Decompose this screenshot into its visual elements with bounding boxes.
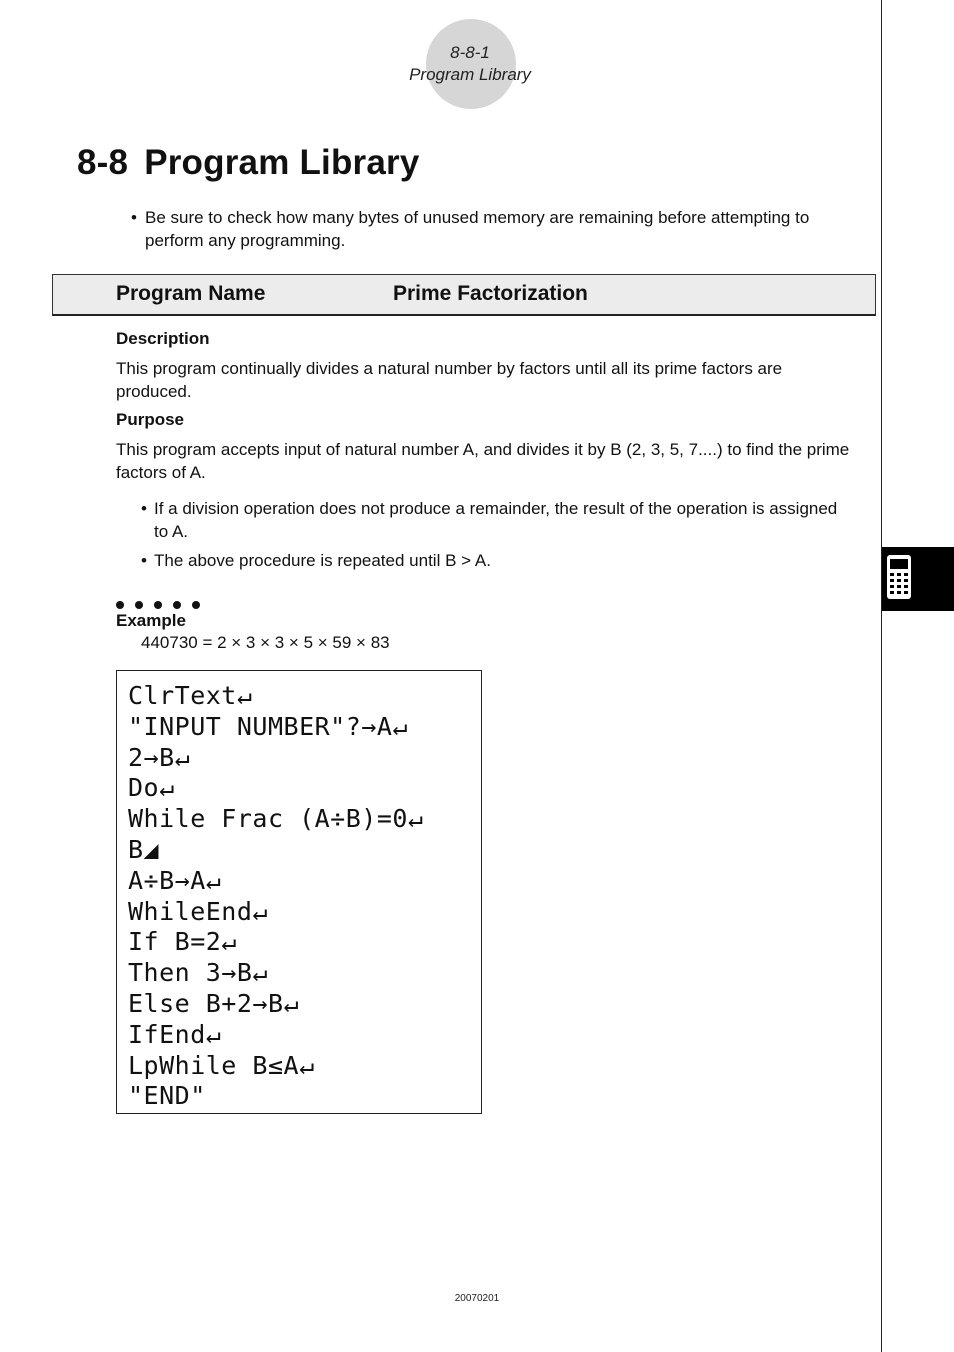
code-line: WhileEnd↵ bbox=[128, 897, 268, 926]
example-heading: Example bbox=[116, 611, 186, 630]
list-item bbox=[141, 549, 841, 572]
code-line: Do↵ bbox=[128, 773, 175, 802]
page-edge-rule bbox=[881, 0, 882, 1352]
list-item-text: The above procedure is repeated until B > A. bbox=[154, 551, 491, 570]
chapter-tab[interactable] bbox=[882, 547, 954, 611]
section-label: Program Library bbox=[409, 65, 531, 84]
page-title-number: 8-8 bbox=[77, 143, 129, 182]
description-heading: Description bbox=[116, 329, 210, 348]
code-line: B◢ bbox=[128, 835, 160, 864]
bullet-mark: • bbox=[141, 499, 147, 518]
page-title bbox=[77, 143, 420, 183]
code-line: Then 3→B↵ bbox=[128, 958, 268, 987]
bullet-mark: • bbox=[131, 208, 137, 227]
code-line: "INPUT NUMBER"?→A↵ bbox=[128, 712, 408, 741]
purpose-heading: Purpose bbox=[116, 410, 185, 429]
header-badge bbox=[426, 19, 516, 109]
list-item bbox=[141, 497, 841, 543]
section-code: 8-8-1 bbox=[450, 43, 490, 62]
code-line: If B=2↵ bbox=[128, 927, 237, 956]
intro-note-text: Be sure to check how many bytes of unused memory are remaining before attempting to perform any programming. bbox=[145, 208, 810, 250]
code-line: "END" bbox=[128, 1081, 206, 1110]
example-formula: 440730 = 2 × 3 × 3 × 5 × 59 × 83 bbox=[141, 633, 390, 652]
page-title-text: Program Library bbox=[144, 143, 420, 182]
code-line: LpWhile B≤A↵ bbox=[128, 1051, 315, 1080]
code-line: IfEnd↵ bbox=[128, 1020, 222, 1049]
code-line: A÷B→A↵ bbox=[128, 866, 222, 895]
intro-note bbox=[131, 206, 861, 252]
description-text: This program continually divides a natural number by factors until all its prime factors are produced. bbox=[116, 359, 783, 401]
footer-date-code: 20070201 bbox=[454, 1293, 500, 1304]
calculator-icon bbox=[886, 554, 912, 600]
footer bbox=[0, 1293, 954, 1304]
program-code-box bbox=[116, 670, 482, 1114]
program-name-label: Program Name bbox=[116, 282, 266, 305]
bullet-mark: • bbox=[141, 551, 147, 570]
program-name-value: Prime Factorization bbox=[393, 282, 588, 305]
code-line: Else B+2→B↵ bbox=[128, 989, 300, 1018]
purpose-text: This program accepts input of natural number A, and divides it by B (2, 3, 5, 7....) to find the prime factors of A. bbox=[116, 440, 850, 482]
program-name-band bbox=[52, 274, 876, 316]
code-line: While Frac (A÷B)=0↵ bbox=[128, 804, 424, 833]
code-line: ClrText↵ bbox=[128, 681, 253, 710]
code-line: 2→B↵ bbox=[128, 743, 191, 772]
list-item-text: If a division operation does not produce a remainder, the result of the operation is assigned to A. bbox=[154, 499, 838, 541]
